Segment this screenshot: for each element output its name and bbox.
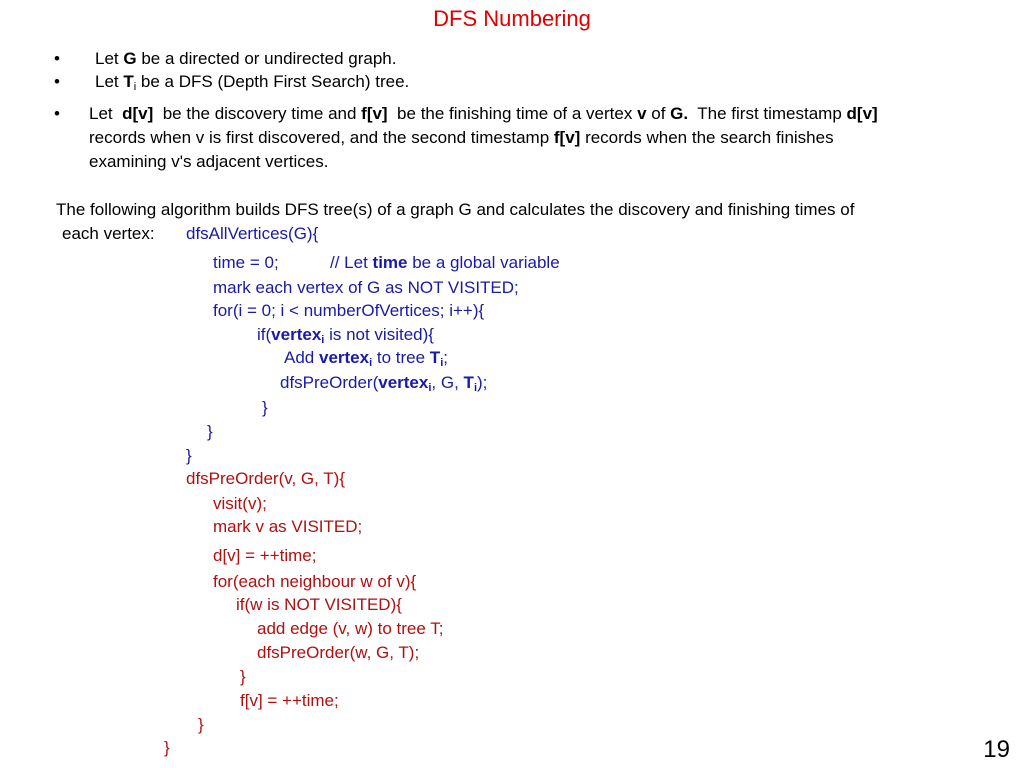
subscript: i [321, 334, 325, 346]
code-line: for(i = 0; i < numberOfVertices; i++){ [213, 301, 485, 320]
bullet-1-text [95, 48, 396, 70]
code-text: ; [443, 348, 448, 367]
code-text: // Let [330, 253, 373, 272]
text: be a directed or undirected graph. [136, 49, 397, 68]
subscript: i [428, 382, 432, 394]
code-text: if( [257, 325, 272, 344]
code-line: } [198, 715, 204, 734]
text: records when v is first discovered, and the second timestamp [89, 128, 554, 147]
bullet-3-line-1 [89, 103, 878, 125]
code-text-bold: T [463, 373, 474, 392]
code-line: mark each vertex of G as NOT VISITED; [213, 278, 519, 297]
code-line: } [186, 446, 192, 465]
code-line [213, 252, 279, 274]
code-line: visit(v); [213, 494, 267, 513]
code-text-bold: time [372, 253, 408, 272]
subscript: i [133, 81, 137, 93]
code-text: time = 0; [213, 253, 279, 272]
code-text-bold: T [429, 348, 441, 367]
slide-title: DFS Numbering [433, 6, 591, 31]
subscript: i [473, 382, 477, 394]
code-text: to tree [372, 348, 430, 367]
code-line: } [262, 398, 268, 417]
bullet-2-text [95, 71, 409, 93]
code-comment [330, 252, 560, 274]
code-line [284, 347, 448, 369]
code-text-bold: vertex [378, 373, 429, 392]
bullet-marker: • [54, 72, 60, 91]
code-line: add edge (v, w) to tree T; [257, 619, 444, 638]
code-text: ); [477, 373, 488, 392]
text-bold: G. [670, 104, 689, 123]
code-func-signature: dfsAllVertices(G){ [186, 224, 319, 243]
text-bold: v [637, 104, 647, 123]
code-line [280, 372, 487, 394]
text: The first timestamp [688, 104, 847, 123]
bullet-marker: • [54, 104, 60, 123]
page-number: 19 [983, 736, 1010, 763]
text-bold: T [123, 72, 134, 91]
code-line: d[v] = ++time; [213, 546, 317, 565]
code-text-bold: vertex [318, 348, 370, 367]
bullet-3-line-3: examining v's adjacent vertices. [89, 152, 329, 171]
text-bold: d[v] [122, 104, 154, 123]
subscript: i [369, 357, 373, 369]
code-line: mark v as VISITED; [213, 517, 363, 536]
code-func-signature: dfsPreOrder(v, G, T){ [186, 469, 346, 488]
code-text: dfsPreOrder( [280, 373, 379, 392]
text: of [646, 104, 671, 123]
code-line: f[v] = ++time; [240, 691, 339, 710]
bullet-3-line-2 [89, 127, 834, 149]
code-line: if(w is NOT VISITED){ [236, 595, 402, 614]
code-line: } [164, 738, 170, 757]
text-bold: G [123, 49, 137, 68]
code-line: for(each neighbour w of v){ [213, 572, 417, 591]
text: Let [95, 72, 124, 91]
code-text: be a global variable [407, 253, 560, 272]
code-line: dfsPreOrder(w, G, T); [257, 643, 420, 662]
text: be a DFS (Depth First Search) tree. [136, 72, 410, 91]
subscript: i [440, 357, 444, 369]
code-text-bold: vertex [271, 325, 322, 344]
intro-line-2: each vertex: [62, 224, 155, 243]
text: Let [95, 49, 124, 68]
code-text: , G, [431, 373, 464, 392]
code-text: Add [284, 348, 319, 367]
text-bold: f[v] [361, 104, 388, 123]
code-line: } [207, 422, 213, 441]
code-line: } [240, 667, 246, 686]
text: Let [89, 104, 123, 123]
text: be the finishing time of a vertex [387, 104, 638, 123]
text: records when the search finishes [580, 128, 834, 147]
text-bold: d[v] [846, 104, 878, 123]
bullet-marker: • [54, 49, 60, 68]
code-line [257, 324, 434, 346]
text: be the discovery time and [153, 104, 362, 123]
intro-line-1: The following algorithm builds DFS tree(s) of a graph G and calculates the discovery and finishing times of [56, 200, 855, 219]
text-bold: f[v] [553, 128, 581, 147]
code-text: is not visited){ [324, 325, 434, 344]
